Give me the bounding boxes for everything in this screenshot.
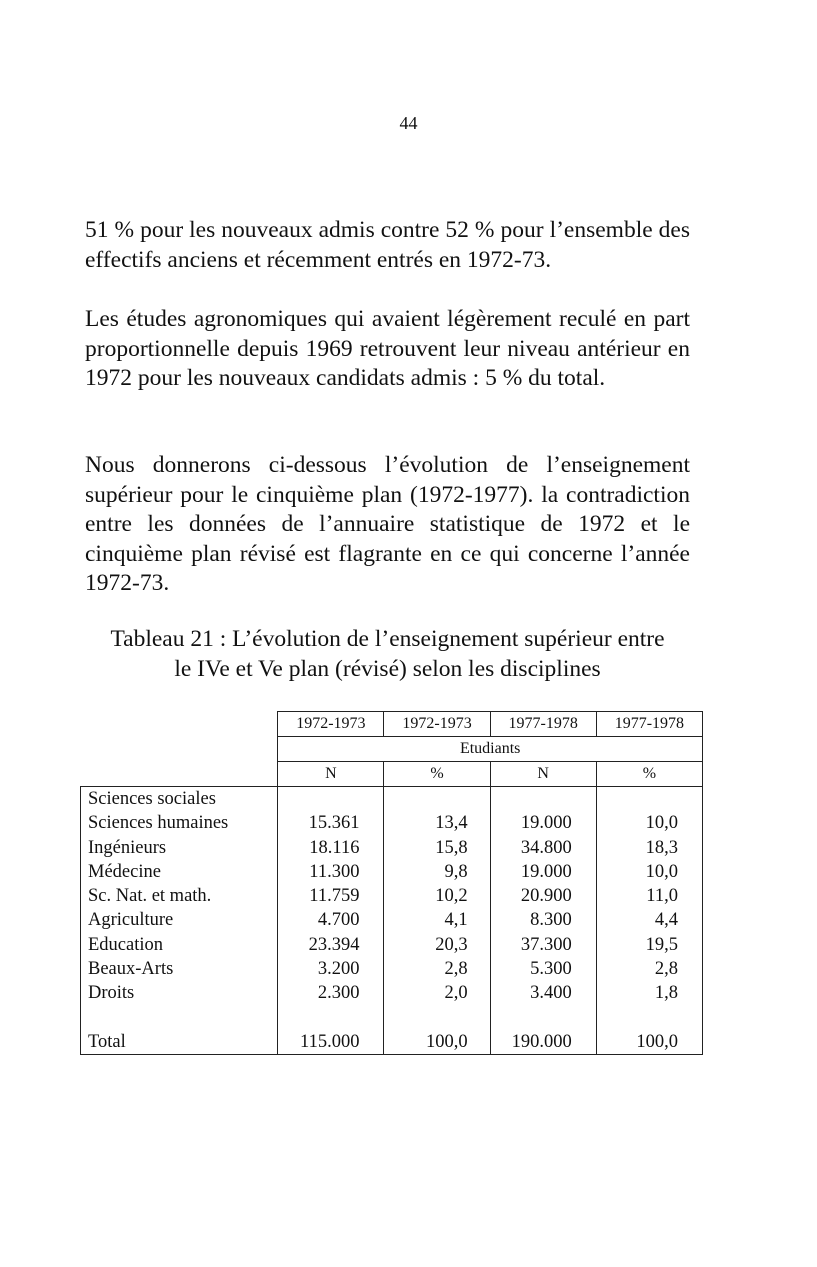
cell-pct-1972: 4,1 <box>384 908 490 932</box>
paragraph-2: Les études agronomiques qui avaient légèrement reculé en part proportionnelle depuis 1969 retrouvent leur niveau antérieur en 1972 pour les nouveaux candidats admis : 5 % du total. <box>85 306 690 391</box>
cell-pct-1977: 10,0 <box>596 860 702 884</box>
cell-pct-1977: 18,3 <box>596 836 702 860</box>
cell-n-1972: 11.759 <box>278 884 384 908</box>
cell-pct-1972: 13,4 <box>384 811 490 835</box>
table-row <box>81 811 703 835</box>
table-row <box>81 981 703 1005</box>
row-label: Agriculture <box>81 908 278 932</box>
cell-n-1977: 8.300 <box>490 908 596 932</box>
row-label: Ingénieurs <box>81 836 278 860</box>
cell-n-1977: 37.300 <box>490 933 596 957</box>
table-header-years <box>81 712 703 737</box>
paragraph-3: Nous donnerons ci-dessous l’évolution de l’enseignement supérieur pour le cinquième plan (1972-1977). la contradiction entre les données de l’annuaire statistique de 1972 et le cinquième plan révisé est flagrante en ce qui concerne l’année 1972-73. <box>85 452 690 596</box>
cell-pct-1977: 1,8 <box>596 981 702 1005</box>
cell-pct-1972: 2,8 <box>384 957 490 981</box>
row-label: Sc. Nat. et math. <box>81 884 278 908</box>
total-n-1972: 115.000 <box>278 1030 384 1055</box>
cell-n-1977: 20.900 <box>490 884 596 908</box>
cell-pct-1972: 2,0 <box>384 981 490 1005</box>
table-row <box>81 860 703 884</box>
unit-header: % <box>596 762 702 787</box>
cell-n-1977: 19.000 <box>490 860 596 884</box>
cell-pct-1972: 10,2 <box>384 884 490 908</box>
table-caption <box>60 624 715 684</box>
table-row <box>81 787 703 812</box>
cell-n-1972: 23.394 <box>278 933 384 957</box>
unit-header: N <box>278 762 384 787</box>
total-n-1977: 190.000 <box>490 1030 596 1055</box>
cell-n-1977: 19.000 <box>490 811 596 835</box>
row-label: Beaux-Arts <box>81 957 278 981</box>
cell-n-1972: 15.361 <box>278 811 384 835</box>
cell-n-1977: 34.800 <box>490 836 596 860</box>
table-header-units <box>81 762 703 787</box>
row-label: Education <box>81 933 278 957</box>
cell-pct-1977: 10,0 <box>596 811 702 835</box>
table-header-group <box>81 737 703 762</box>
cell-n-1972: 18.116 <box>278 836 384 860</box>
cell-pct-1977: 2,8 <box>596 957 702 981</box>
cell-pct-1977 <box>596 787 702 812</box>
cell-n-1972 <box>278 787 384 812</box>
cell-pct-1972: 20,3 <box>384 933 490 957</box>
year-header: 1972-1973 <box>278 712 384 737</box>
cell-n-1972: 2.300 <box>278 981 384 1005</box>
cell-pct-1977: 4,4 <box>596 908 702 932</box>
cell-pct-1972: 9,8 <box>384 860 490 884</box>
year-header: 1977-1978 <box>596 712 702 737</box>
table-total-row <box>81 1030 703 1055</box>
table-caption-line-1: Tableau 21 : L’évolution de l’enseignement supérieur entre <box>110 626 665 652</box>
row-label: Droits <box>81 981 278 1005</box>
cell-pct-1972: 15,8 <box>384 836 490 860</box>
discipline-table <box>80 711 703 1055</box>
year-header: 1972-1973 <box>384 712 490 737</box>
row-label: Sciences humaines <box>81 811 278 835</box>
row-label: Médecine <box>81 860 278 884</box>
table-caption-line-2: le IVe et Ve plan (révisé) selon les disciplines <box>174 656 601 682</box>
cell-pct-1972 <box>384 787 490 812</box>
year-header: 1977-1978 <box>490 712 596 737</box>
table-spacer-row <box>81 1006 703 1030</box>
unit-header: % <box>384 762 490 787</box>
total-pct-1977: 100,0 <box>596 1030 702 1055</box>
table-row <box>81 836 703 860</box>
cell-n-1977: 3.400 <box>490 981 596 1005</box>
table-row <box>81 884 703 908</box>
cell-n-1977: 5.300 <box>490 957 596 981</box>
cell-pct-1977: 19,5 <box>596 933 702 957</box>
cell-n-1972: 3.200 <box>278 957 384 981</box>
table-row <box>81 908 703 932</box>
table-row <box>81 933 703 957</box>
cell-pct-1977: 11,0 <box>596 884 702 908</box>
group-header: Etudiants <box>278 737 703 762</box>
cell-n-1972: 4.700 <box>278 908 384 932</box>
unit-header: N <box>490 762 596 787</box>
cell-n-1977 <box>490 787 596 812</box>
total-pct-1972: 100,0 <box>384 1030 490 1055</box>
total-label: Total <box>81 1030 278 1055</box>
page-number: 44 <box>399 113 418 133</box>
paragraph-1: 51 % pour les nouveaux admis contre 52 % pour l’ensemble des effectifs anciens et récemment entrés en 1972-73. <box>85 217 690 273</box>
row-label: Sciences sociales <box>81 787 278 812</box>
table-row <box>81 957 703 981</box>
cell-n-1972: 11.300 <box>278 860 384 884</box>
